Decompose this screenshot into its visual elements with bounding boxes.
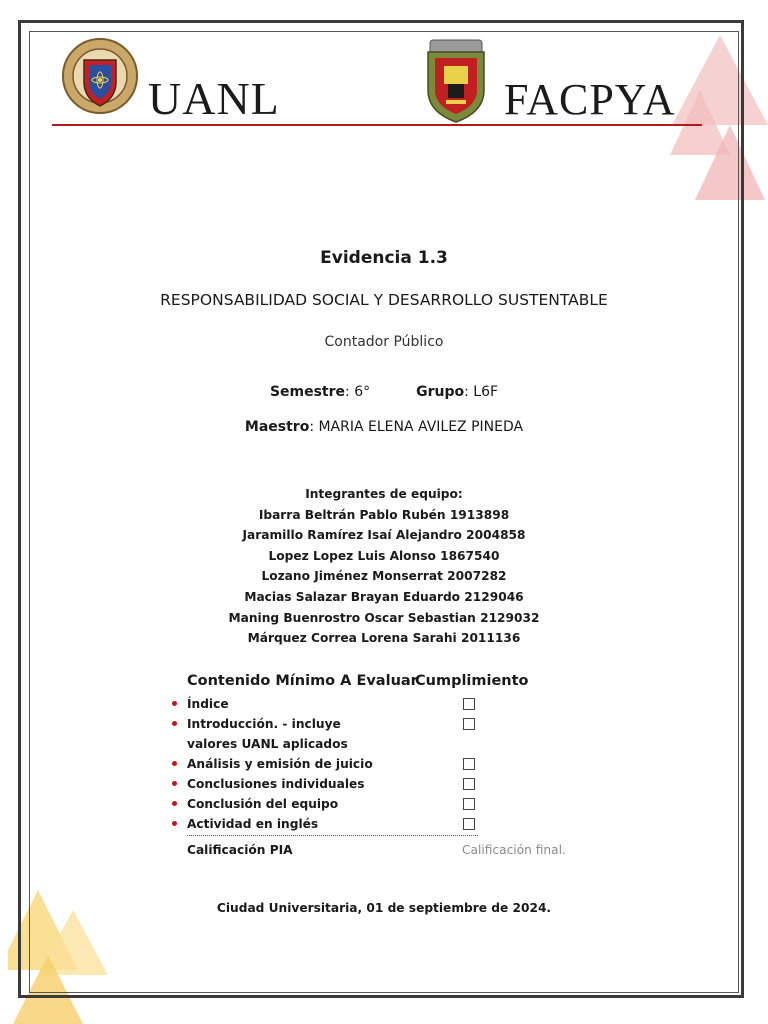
checklist-item bbox=[170, 814, 500, 834]
teacher-value: : MARIA ELENA AVILEZ PINEDA bbox=[309, 419, 524, 435]
checklist-item bbox=[170, 774, 500, 794]
checklist-header-content: Contenido Mínimo A Evaluar bbox=[187, 673, 418, 689]
checkbox[interactable] bbox=[463, 798, 475, 810]
group-value: : L6F bbox=[464, 384, 499, 400]
checkbox[interactable] bbox=[463, 698, 475, 710]
bullet-icon bbox=[172, 781, 177, 786]
teacher-label: Maestro bbox=[244, 419, 310, 435]
team-member: Márquez Correa Lorena Sarahi 2011136 bbox=[247, 631, 521, 646]
checklist-item bbox=[170, 794, 500, 814]
checklist bbox=[170, 694, 500, 834]
checklist-item bbox=[170, 754, 500, 774]
checklist-header-compliance: Cumplimiento bbox=[415, 673, 529, 689]
bullet-icon bbox=[172, 761, 177, 766]
uanl-wordmark: UANL bbox=[148, 73, 280, 124]
checkbox[interactable] bbox=[463, 818, 475, 830]
team-members bbox=[0, 484, 768, 649]
team-member: Jaramillo Ramírez Isaí Alejandro 2004858 bbox=[242, 528, 526, 543]
place-date: Ciudad Universitaria, 01 de septiembre de 2024. bbox=[216, 901, 552, 915]
checklist-item-label: Conclusiones individuales bbox=[187, 777, 365, 791]
teacher-row bbox=[0, 419, 768, 435]
checklist-item-label: Introducción. - incluye valores UANL aplicados bbox=[187, 717, 348, 751]
semester-label: Semestre bbox=[269, 384, 346, 400]
team-member: Ibarra Beltrán Pablo Rubén 1913898 bbox=[258, 507, 510, 522]
checklist-item-label: Análisis y emisión de juicio bbox=[187, 757, 373, 771]
semester-value: : 6° bbox=[345, 384, 371, 400]
checkbox[interactable] bbox=[463, 718, 475, 730]
document-title: Evidencia 1.3 bbox=[320, 248, 448, 268]
header-divider bbox=[52, 124, 702, 126]
team-member: Maning Buenrostro Oscar Sebastian 2129032 bbox=[228, 610, 540, 625]
bullet-icon bbox=[172, 821, 177, 826]
group-label: Grupo bbox=[416, 384, 465, 400]
grade-label: Calificación PIA bbox=[187, 843, 293, 857]
team-heading: Integrantes de equipo: bbox=[305, 487, 463, 501]
team-member: Macias Salazar Brayan Eduardo 2129046 bbox=[244, 589, 524, 604]
checklist-divider bbox=[187, 835, 478, 836]
career-name: Contador Público bbox=[324, 334, 444, 350]
checkbox[interactable] bbox=[463, 778, 475, 790]
uanl-seal-logo bbox=[60, 36, 140, 120]
bullet-icon bbox=[172, 701, 177, 706]
team-member: Lozano Jiménez Monserrat 2007282 bbox=[261, 569, 507, 584]
checklist-item-label: Conclusión del equipo bbox=[187, 797, 339, 811]
checkbox[interactable] bbox=[463, 758, 475, 770]
semester-group-row bbox=[0, 384, 768, 400]
checklist-item bbox=[170, 694, 500, 714]
subject-name: RESPONSABILIDAD SOCIAL Y DESARROLLO SUSTENTABLE bbox=[160, 291, 608, 309]
team-member: Lopez Lopez Luis Alonso 1867540 bbox=[268, 548, 500, 563]
facpya-seal-logo bbox=[424, 38, 488, 124]
facpya-wordmark: FACPYA bbox=[504, 75, 676, 124]
checklist-item-label: Actividad en inglés bbox=[187, 817, 319, 831]
bullet-icon bbox=[172, 721, 177, 726]
bullet-icon bbox=[172, 801, 177, 806]
checklist-item bbox=[170, 714, 500, 754]
checklist-item-label: Índice bbox=[187, 697, 229, 711]
grade-field[interactable]: Calificación final. bbox=[462, 843, 566, 857]
